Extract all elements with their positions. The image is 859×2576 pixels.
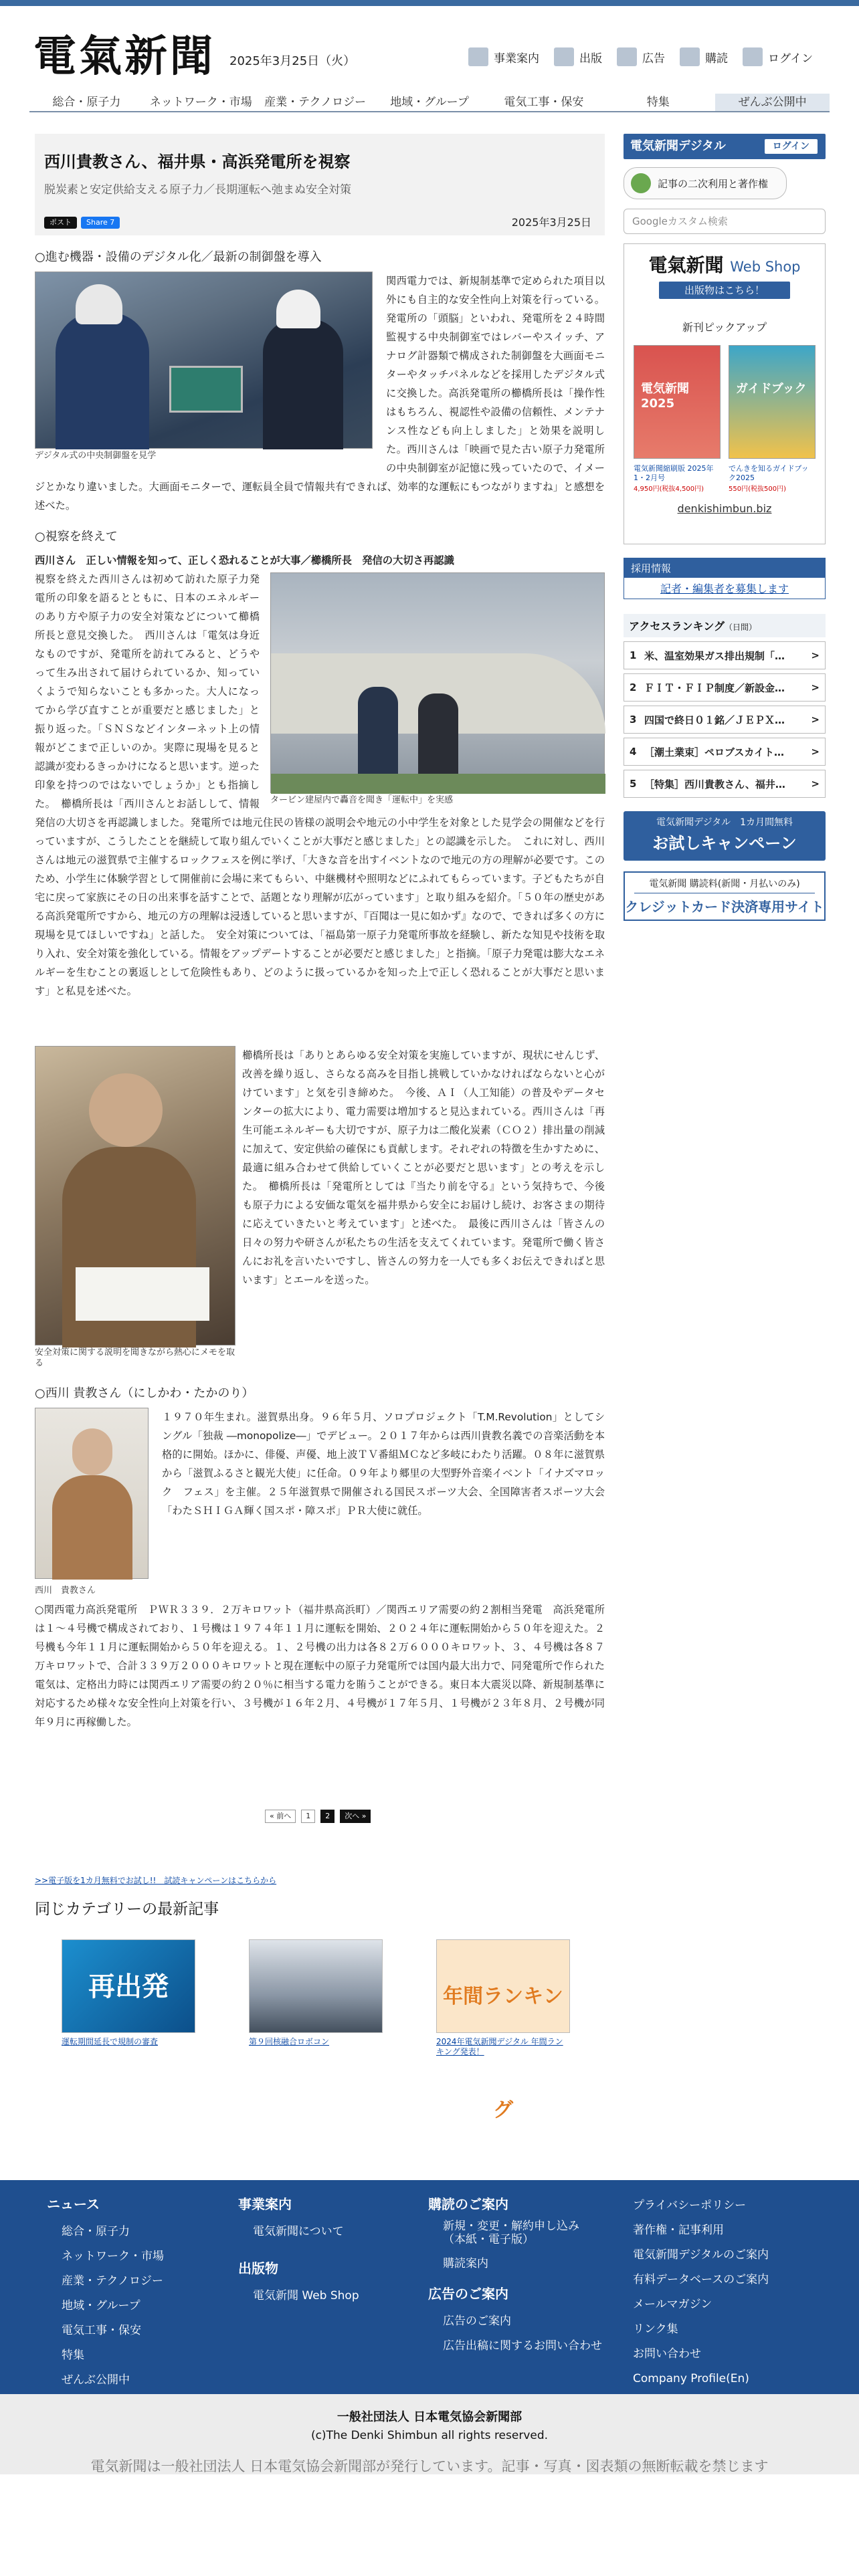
prev-page-button[interactable]: « 前へ (265, 1810, 296, 1823)
site-url-link[interactable]: denkishimbun.biz (677, 502, 772, 515)
footer-link[interactable]: 有料データベースのご案内 (633, 2273, 769, 2286)
webshop-button[interactable]: 出版物はこちら！ (659, 282, 790, 299)
book-price: 550円(税抜500円) (729, 486, 786, 493)
webshop-box (624, 243, 826, 544)
login-icon (743, 47, 763, 66)
footer-link[interactable]: 総合・原子力 (62, 2225, 130, 2238)
ranking-item[interactable]: 4 ［潮土業束］ペロブスカイト… > (624, 738, 826, 766)
ranking-item[interactable]: 1 米、温室効果ガス排出規制「… > (624, 641, 826, 669)
book-cover: ガイドブック (729, 345, 816, 459)
chevron-right-icon: > (811, 778, 820, 790)
footer-link[interactable]: 広告のご案内 (443, 2315, 511, 2328)
footer-link[interactable]: ネットワーク・市場 (62, 2250, 164, 2263)
facebook-share-button[interactable]: Share 7 (81, 217, 120, 229)
book-item[interactable] (729, 345, 816, 493)
ranking-item[interactable]: 3 四国で終日０１銘／ＪＥＰＸ… > (624, 706, 826, 734)
photo-control-room (35, 272, 373, 449)
book-icon (554, 47, 574, 66)
photo-caption: 安全対策に関する説明を聞きながら熱心にメモを取る (35, 1348, 235, 1368)
footer-link[interactable]: ぜんぶ公開中 (62, 2373, 130, 2387)
footer-link[interactable]: 特集 (62, 2349, 84, 2362)
secondary-use-button[interactable]: 記事の二次利用と著作権 (624, 167, 787, 199)
nav-item-feature[interactable]: 特集 (601, 94, 715, 112)
header-date: 2025年3月25日（火） (229, 54, 356, 68)
chevron-right-icon: > (811, 746, 820, 758)
footer-link[interactable]: 電気新聞デジタルのご案内 (633, 2248, 769, 2262)
related-thumbnail: 年間ランキング (436, 1939, 570, 2033)
x-post-button[interactable]: ポスト (44, 217, 77, 229)
footer-link[interactable]: 著作権・記事利用 (633, 2224, 724, 2237)
book-cover: 電気新聞 2025 (634, 345, 721, 459)
site-header (0, 6, 859, 90)
chevron-right-icon: > (811, 649, 820, 661)
newspaper-icon (680, 47, 700, 66)
megaphone-icon (617, 47, 637, 66)
article-header (35, 134, 605, 235)
header-links (468, 47, 813, 66)
ranking-heading: アクセスランキング（日間） (624, 614, 826, 637)
footer-link[interactable]: メールマガジン (633, 2298, 712, 2311)
building-icon (468, 47, 488, 66)
share-buttons (44, 217, 120, 229)
ranking-item[interactable]: 2 ＦＩＴ・ＦＩＰ制度／新設金… > (624, 673, 826, 702)
nav-item-nuclear[interactable]: 総合・原子力 (29, 94, 144, 112)
webshop-logo[interactable]: 電氣新聞 Web Shop (648, 254, 801, 276)
section-heading: ○進む機器・設備のデジタル化／最新の制御盤を導入 (35, 250, 322, 264)
trial-campaign-banner[interactable]: 電気新聞デジタル 1カ月間無料 お試しキャンペーン (624, 811, 826, 861)
photo-taking-notes (35, 1046, 235, 1346)
page-2-button[interactable]: 2 (320, 1810, 335, 1823)
nav-item-network[interactable]: ネットワーク・市場 (144, 94, 258, 112)
footer-link[interactable]: Company Profile(En) (633, 2372, 749, 2385)
recruit-heading: 採用情報 (624, 558, 825, 578)
site-footer (0, 2180, 859, 2394)
chevron-right-icon: > (811, 714, 820, 726)
header-link-ad[interactable]: 広告 (617, 47, 665, 66)
footer-link[interactable]: 電気新聞 Web Shop (253, 2289, 359, 2302)
article (35, 134, 605, 1731)
footer-publish-heading: 出版物 (238, 2260, 278, 2276)
paragraph: 関西電力では、新規制基準で定められた項目以外にも自主的な安全性向上対策を行っている。発電所の「頭脳」といわれ、発電所を２４時間監視する中央制御室ではレバーやスイッチ、アナログ計器類で構成された制御盤を大画面モニターやタッチパネルなどを採用したデジタル式に交換した。高浜発電所の櫛橋所長は「操作性はもちろん、視認性や設備の信頼性、メンテナンス性なども向上しました」と効果を説明した。西川さんは「映画で見た古い原子力発電所の中央制御室が記憶に残っていたので、イメージとかなり違いました。大画面モニターで、運転員全員で情報共有できれば、効率的な運転にもつながりますね」と感想を述べた。 (35, 275, 605, 512)
photo-caption: タービン建屋内で轟音を聞き「運転中」を実感 (270, 795, 454, 805)
recruit-box (624, 558, 826, 599)
photo-caption: デジタル式の中央制御盤を見学 (35, 451, 157, 461)
article-date: 2025年3月25日 (511, 216, 591, 229)
footer-news-heading: ニュース (47, 2196, 100, 2212)
footer-link[interactable]: お問い合わせ (633, 2347, 701, 2361)
pagination (265, 1810, 371, 1823)
credit-card-banner[interactable]: 電気新聞 購読料(新聞・月払いのみ) クレジットカード決済専用サイト (624, 871, 826, 921)
recruit-link[interactable]: 記者・編集者を募集します (660, 582, 789, 595)
photo-turbine-hall (270, 572, 605, 793)
photo-caption: 西川 貴教さん (35, 1586, 96, 1596)
footer-bottom (0, 2394, 859, 2474)
chevron-right-icon: > (811, 681, 820, 693)
related-title[interactable]: 2024年電気新聞デジタル 年間ランキング発表！ (436, 2037, 563, 2056)
sidebar (624, 134, 826, 921)
related-thumbnail (249, 1939, 383, 2033)
related-item[interactable] (249, 1939, 383, 2047)
section-heading: ○西川 貴教さん（にしかわ・たかのり） (35, 1386, 254, 1400)
trial-promo-link[interactable]: >>電子版を1カ月無料でお試し!! 試読キャンペーンはこちらから (35, 1876, 277, 1885)
related-title[interactable]: 第９回核融合ロボコン (249, 2037, 330, 2046)
ranking-item[interactable]: 5 ［特集］西川貴教さん、福井… > (624, 770, 826, 798)
footer-notice: 電気新聞は一般社団法人 日本電気協会新聞部が発行しています。記事・写真・図表類の無断転載を禁じます (90, 2458, 769, 2474)
copyright-icon (631, 173, 651, 193)
photo-portrait (35, 1408, 149, 1579)
next-page-button[interactable]: 次へ » (340, 1810, 371, 1823)
book-price: 4,950円(税抜4,500円) (634, 486, 704, 493)
digital-banner[interactable]: 電気新聞デジタル ログイン (624, 134, 826, 159)
footer-link[interactable]: 広告出稿に関するお問い合わせ (443, 2339, 602, 2353)
header-link-business[interactable]: 事業案内 (468, 47, 539, 66)
book-title[interactable]: でんきを知るガイドブック2025 (729, 464, 809, 482)
paragraph: 櫛橋所長は「ありとあらゆる安全対策を実施していますが、現状にせんじず、改善を繰り返し、さらなる高みを目指し挑戦していかなければならないと心がけています」と気を引き締めた。 今後、ＡＩ（人工知能）の普及やデータセンターの拡大により、電力需要は増加すると見込まれている。西川さんは「再生可能エネルギーも大切ですが、原子力は二酸化炭素（ＣＯ２）排出量の削減に加えて、安定供給の確保にも貢献します。それぞれの特徴を生かすために、最適に組み合わせて供給していくことが必要だと思います」との考えを示した。 櫛橋所長は「発電所としては『当たり前を守る』という気持ちで、今後も原子力による安価な電気を福井県から安全にお届けし続け、お客さまの期待に応えていきたいと考えています」と述べた。 最後に西川さんは「皆さんの日々の努力や研さんが私たちの生活を支えてくれています。発電所で働く皆さんにお礼を言いたいですし、皆さんの努力を一人でも多くお伝えできればと思います」とエールを送った。 (242, 1049, 605, 1286)
article-title: 西川貴教さん、福井県・高浜発電所を視察 (44, 152, 351, 171)
nav-item-construction[interactable]: 電気工事・保安 (486, 94, 601, 112)
login-button[interactable]: ログイン (765, 139, 818, 154)
footer-link[interactable]: プライバシーポリシー (633, 2199, 747, 2212)
main-nav (29, 94, 830, 112)
paragraph: 視察を終えた西川さんは初めて訪れた原子力発電所の印象を語るとともに、日本のエネルギーのあり方や原子力の安全対策などについて櫛橋所長と意見交換した。 西川さんは「電気は身近なものですが、発電所を訪れてみると、どうやって生み出されて届けられているか、知っていくようで知らないことも多かった。大人になってから学び直すことが重要だと感じました」と振り返った。「ＳＮＳなどインターネット上の情報がどこまで正しいのか。実際に現場を見ると認識が変わるきっかけになると思います。逆った印象を持つのではないでしょうか」とも指摘した。 櫛橋所長は「西川さんとお話しして、情報発信の大切さを再認識しました。発電所では地元住民の皆様の説明会や地元の小中学生を対象とした見学会の開催などを行っていますが、こうしたことを継続して取り組んでいくことが大事だと感じました」との認識を示した。 これに対し、西川さんは地元の滋賀県で主催するロックフェスを例に挙げ、「大きな音を出すイベントなので地元の方の理解が必要です。このため、小学生に体験学習として開催前に会場に来てもらい、中継機材や照明などにふれてもらっています。子どもたちが自宅に戻って家族にその日の出来事を話すことで、話題となり理解が広がっています」と取り組みを紹介。「５０年の歴史がある高浜発電所ですから、地元の方の理解は浸透していると思いますが、『百聞は一見に如かず』なので、できれば多くの方に現場を見てほしいですね」と話した。 安全対策については、「福島第一原子力発電所事故を経験し、新たな知見や技術を取り入れ、安全対策を強化している。情報をアップデートすることが必要だと感じました」と指摘。「原子力発電は膨大なエネルギーを生むことの裏返しとして危険性もあり、どのように扱っているかを知った上で正しく恐れることが大事だと思います」と私見を述べた。 (35, 573, 605, 997)
new-books-heading: 新刊ピックアップ (682, 321, 767, 334)
related-item[interactable] (436, 1939, 570, 2122)
nav-item-industry[interactable]: 産業・テクノロジー (258, 94, 373, 112)
related-heading: 同じカテゴリーの最新記事 (35, 1901, 219, 1918)
nav-item-region[interactable]: 地域・グループ (373, 94, 487, 112)
footer-link[interactable]: リンク集 (633, 2323, 678, 2336)
related-title[interactable]: 運転期間延長で規制の審査 (62, 2037, 159, 2046)
footer-link[interactable]: 電気工事・保安 (62, 2324, 141, 2337)
section-heading: ○視察を終えて (35, 530, 118, 544)
site-logo[interactable]: 電氣新聞 (33, 31, 215, 82)
article-subtitle: 脱炭素と安定供給支える原子力／長期運転へ弛まぬ安全対策 (44, 183, 351, 197)
lead-line: 西川さん 正しい情報を知って、正しく恐れることが大事／櫛橋所長 発信の大切さ再認識 (35, 554, 454, 566)
page-1-button[interactable]: 1 (301, 1810, 315, 1823)
footer-ad-heading: 広告のご案内 (428, 2286, 508, 2302)
nav-item-open[interactable]: ぜんぶ公開中 (715, 94, 830, 112)
header-link-publish[interactable]: 出版 (554, 47, 602, 66)
search-input[interactable]: Googleカスタム検索 (624, 209, 826, 234)
top-accent-bar (0, 0, 859, 6)
book-title[interactable]: 電気新聞縮刷版 2025年1・2月号 (634, 464, 714, 482)
paragraph: １９７０年生まれ。滋賀県出身。９６年５月、ソロプロジェクト「T.M.Revolution」としてシングル「独裁 ―monopolize―」でデビュー。２０１７年からは西川貴教名義での音楽活動を本格的に開始。ほかに、俳優、声優、地上波ＴＶ番組ＭＣなど多岐にわたり活躍。０８年に滋賀県から「滋賀ふるさと観光大使」に任命。０９年より郷里の大型野外音楽イベント「イナズマロック フェス」を主催。２５年滋賀県で開催される国民スポーツ大会、全国障害者スポーツ大会「わたＳＨＩＧＡ輝く国スポ・障スポ」ＰＲ大使に就任。 (162, 1411, 605, 1517)
paragraph: ○関西電力高浜発電所 ＰＷＲ３３９．２万キロワット（福井県高浜町）／関西エリア需要の約２割相当発電 高浜発電所は１～４号機で構成されており、１号機は１９７４年１１月に運転を開始、２０２４年に運転開始から５０年を迎えた。２号機も今年１１月に運転開始から５０年を迎える。１、２号機の出力は各８２万６０００キロワット、３、４号機は各８７万キロワットで、合計３３９万２０００キロワットと現在運転中の原子力発電所では国内最大出力で、同発電所で作られた電気は、定格出力時には関西エリア需要の約２０％に相当する電力を賄うことができる。東日本大震災以降、新規制基準に対応するため様々な安全性向上対策を行い、３号機が１６年２月、４号機が１７年５月、１号機が２３年８月、２号機が同年９月に再稼働した。 (35, 1604, 605, 1728)
footer-link[interactable]: 新規・変更・解約申し込み（本紙・電子版） (443, 2220, 579, 2246)
footer-link[interactable]: 電気新聞について (253, 2225, 344, 2238)
footer-copyright: (c)The Denki Shimbun all rights reserved. (310, 2429, 549, 2442)
footer-business-heading: 事業案内 (238, 2196, 292, 2212)
footer-link[interactable]: 産業・テクノロジー (62, 2274, 163, 2288)
related-thumbnail: 再出発 (62, 1939, 195, 2033)
footer-link[interactable]: 地域・グループ (62, 2299, 140, 2313)
footer-org: 一般社団法人 日本電気協会新聞部 (337, 2410, 522, 2424)
footer-subscribe-heading: 購読のご案内 (428, 2196, 508, 2212)
book-item[interactable] (634, 345, 721, 493)
header-link-subscribe[interactable]: 購読 (680, 47, 728, 66)
header-link-login[interactable]: ログイン (743, 47, 813, 66)
related-item[interactable] (62, 1939, 195, 2047)
footer-link[interactable]: 購読案内 (443, 2257, 488, 2270)
